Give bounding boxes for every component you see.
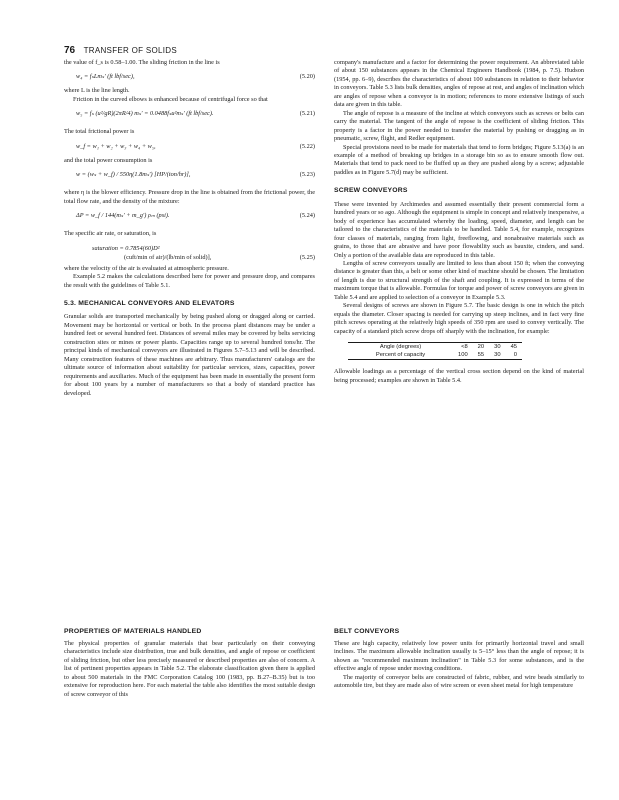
equation-body: w₄ = fₛLmₛ′ (ft lbf/sec), bbox=[76, 73, 135, 81]
paragraph: Granular solids are transported mechanically by being pushed along or dragged along or carried. Movement may be horizontal or vertical or both. In the process plant distances may be under a hundred feet or several hundred feet. Distances of several miles may be covered by belts servicing construction sites or mines or power plants. Capacities range up to several hundred tons/hr. The principal kinds of mechanical conveyors are illustrated in Figures 5.7–5.13 and will be described. Many construction features of these machines are arbitrary. Thus manufacturers' catalogs are the ultimate source of information about suitability for particular services, sizes, capacities, power requirements and auxiliaries. Much of the equipment has been made in essentially the present form for about 100 years by a number of manufacturers so that a body of standard practice has developed. bbox=[64, 313, 315, 397]
paragraph: Allowable loadings as a percentage of the vertical cross section depend on the kind of material being processed; examples are shown in Table 5.4. bbox=[334, 368, 584, 384]
running-title: TRANSFER OF SOLIDS bbox=[83, 46, 177, 55]
paragraph: The physical properties of granular materials that bear particularly on their conveying characteristics include size distribution, true and bulk densities, and angle of repose or coefficient of sliding friction, but other less precisely measured or described properties are also of concern. A list of pertinent properties appears in Table 5.2. The elaborate classification given there is applied to about 500 materials in the FMC Corporation Catalog 100 (1983, pp. B.27–B.35) but is too extensive for reproduction here. For each material the table also identifies the most suitable design of screw conveyor of this bbox=[64, 640, 315, 698]
paragraph: where L is the line length. bbox=[64, 87, 130, 95]
table-cell: 100 bbox=[458, 352, 468, 359]
paragraph: where the velocity of the air is evaluated at atmospheric pressure. bbox=[64, 264, 229, 272]
paragraph: These were invented by Archimedes and assumed essentially their present commercial form a hundred years or so ago. Although the equipment is simple in concept and relatively inexpensive, a body of experience has accumulated whereby the loading, speed, diameter, and length can be tailored to the characteristics of the materials to be handled. Table 5.4, for example, recognizes four classes of materials, ranging from light, freeflowing, and nonabrasive materials such as grains, to those that are abrasive and have poor flowability such as bauxite, cinders, and sand. Only a portion of the available data are reproduced in this table. bbox=[334, 200, 584, 259]
left-column-bottom bbox=[64, 628, 315, 699]
right-column-bottom bbox=[334, 628, 584, 691]
section-heading: PROPERTIES OF MATERIALS HANDLED bbox=[64, 628, 202, 635]
paragraph: company's manufacture and a factor for determining the power requirement. An abbreviated table of about 150 substances appears in the Chemical Engineers Handbook (1984, p. 7.5). Hudson (1954, pp. 6–9), describes the characteristics of about 100 substances in relation to their behavior in conveyors. Table 5.3 lists bulk densities, angles of repose at rest, and angles of inclination which are angles of repose when a conveyor is in motion; references to more extensive listings of such data are given in this table. bbox=[334, 59, 584, 109]
right-column bbox=[334, 59, 584, 385]
left-column bbox=[64, 59, 315, 398]
paragraph: where η is the blower efficiency. Pressure drop in the line is obtained from the frictional power, the total flow rate, and the density of the mixture: bbox=[64, 189, 315, 205]
table-cell: 30 bbox=[494, 344, 501, 351]
equation-5-24 bbox=[64, 209, 315, 227]
section-heading: SCREW CONVEYORS bbox=[334, 187, 408, 195]
equation-5-23 bbox=[64, 168, 315, 186]
equation-body: saturation = 0.7854(60)D² bbox=[92, 244, 160, 252]
paragraph: Special provisions need to be made for materials that tend to form bridges; Figure 5.13(a) is an example of a method of breaking up bridges in a storage bin so as to ensure smooth flow out. Materials that tend to pack need to be fluffed up as they are pushed along by a screw; adjustable paddles as in Figure 5.7(d) may be sufficient. bbox=[334, 143, 584, 176]
equation-body: w = (wₛ + w_f) / 550η(1.8mₛ′) [HP/(ton/hr)], bbox=[76, 171, 191, 179]
equation-number: (5.21) bbox=[299, 110, 315, 118]
paragraph: The angle of repose is a measure of the incline at which conveyors such as screws or belts can carry the material. The tangent of the angle of repose is the coefficient of sliding friction. This property is a factor in the power needed to transfer the material by pushing or dragging as in pneumatic, screw, flight, and Redler equipment. bbox=[334, 109, 584, 143]
paragraph: the value of f_s is 0.58–1.00. The sliding friction in the line is bbox=[64, 59, 220, 66]
table-row bbox=[348, 351, 522, 360]
paragraph: Example 5.2 makes the calculations described here for power and pressure drop, and compares the result with the guidelines of Table 5.1. bbox=[64, 273, 315, 289]
equation-body: ΔP = w_f / 144(mₛ′ + m_g′) ρₘ (psi). bbox=[76, 212, 170, 220]
table-cell: Percent of capacity bbox=[375, 352, 426, 359]
equation-5-22 bbox=[64, 140, 315, 154]
paragraph: Several designs of screws are shown in Figure 5.7. The basic design is one in which the pitch equals the diameter. Closer spacing is needed for carrying up steep inclines, and in fact very fine pitch screws operating at the relatively high speeds of 350 rpm are used to convey vertically. The capacity of a standard pitch screw drops off sharply with the inclination, for example: bbox=[334, 302, 584, 335]
equation-5-25 bbox=[64, 242, 315, 262]
paragraph: The total frictional power is bbox=[64, 128, 135, 136]
equation-number: (5.24) bbox=[299, 212, 315, 220]
paragraph: Friction in the curved elbows is enhanced because of centrifugal force so that bbox=[73, 95, 268, 103]
paragraph: and the total power consumption is bbox=[64, 156, 153, 164]
paragraph: The specific air rate, or saturation, is bbox=[64, 230, 157, 238]
paragraph: These are high capacity, relatively low power units for primarily horizontal travel and small inclines. The maximum allowable inclination usually is 5–15° less than the angle of repose; it is shown as "recommended maximum inclination" in Table 5.3 for some substances, and is the effective angle of repose under moving conditions. bbox=[334, 640, 584, 673]
equation-5-20 bbox=[64, 70, 315, 84]
table-cell: 45 bbox=[510, 344, 518, 351]
paragraph: Lengths of screw conveyors usually are limited to less than about 150 ft; when the conveying distance is greater than this, a belt or some other kind of machine should be chosen. The limitation of length is due to structural strength of the shaft and coupling. It is expressed in terms of the maximum torque that is allowable. Formulas for torque and power of screw conveyors are given in Table 5.4 and are applied to selection of a conveyor in Example 5.3. bbox=[334, 259, 584, 301]
equation-5-21 bbox=[64, 107, 315, 125]
table-cell: 20 bbox=[477, 344, 485, 351]
table-cell: 0 bbox=[513, 352, 518, 359]
equation-number: (5.20) bbox=[299, 73, 315, 81]
section-heading: BELT CONVEYORS bbox=[334, 628, 400, 635]
equation-body: w_f = w₁ + w₂ + w₃ + w₄ + w₅, bbox=[76, 142, 156, 150]
table-cell: 55 bbox=[477, 352, 485, 359]
table-row bbox=[348, 343, 522, 352]
equation-body-units: (cuft/min of air)/(lb/min of solid)], bbox=[124, 253, 212, 261]
section-heading: 5.3. MECHANICAL CONVEYORS AND ELEVATORS bbox=[64, 299, 235, 307]
running-header bbox=[64, 40, 177, 58]
equation-number: (5.23) bbox=[299, 171, 315, 179]
table-cell: <8 bbox=[461, 344, 468, 351]
inclination-capacity-table bbox=[348, 342, 522, 360]
table-cell: Angle (degrees) bbox=[379, 344, 422, 351]
equation-number: (5.22) bbox=[299, 142, 315, 150]
table-cell: 30 bbox=[494, 352, 501, 359]
page-number: 76 bbox=[64, 45, 76, 56]
equation-number: (5.25) bbox=[299, 253, 315, 261]
equation-body: w₅ = fₛ (u²/gR)(2πR/4) mₛ′ = 0.0488fₛu²mₛ′ (ft lbf/sec). bbox=[76, 110, 214, 118]
paragraph: The majority of conveyor belts are constructed of fabric, rubber, and wire beads similarly to automobile tire, but they are made also of wire screen or even sheet metal for high temperature bbox=[334, 673, 584, 690]
